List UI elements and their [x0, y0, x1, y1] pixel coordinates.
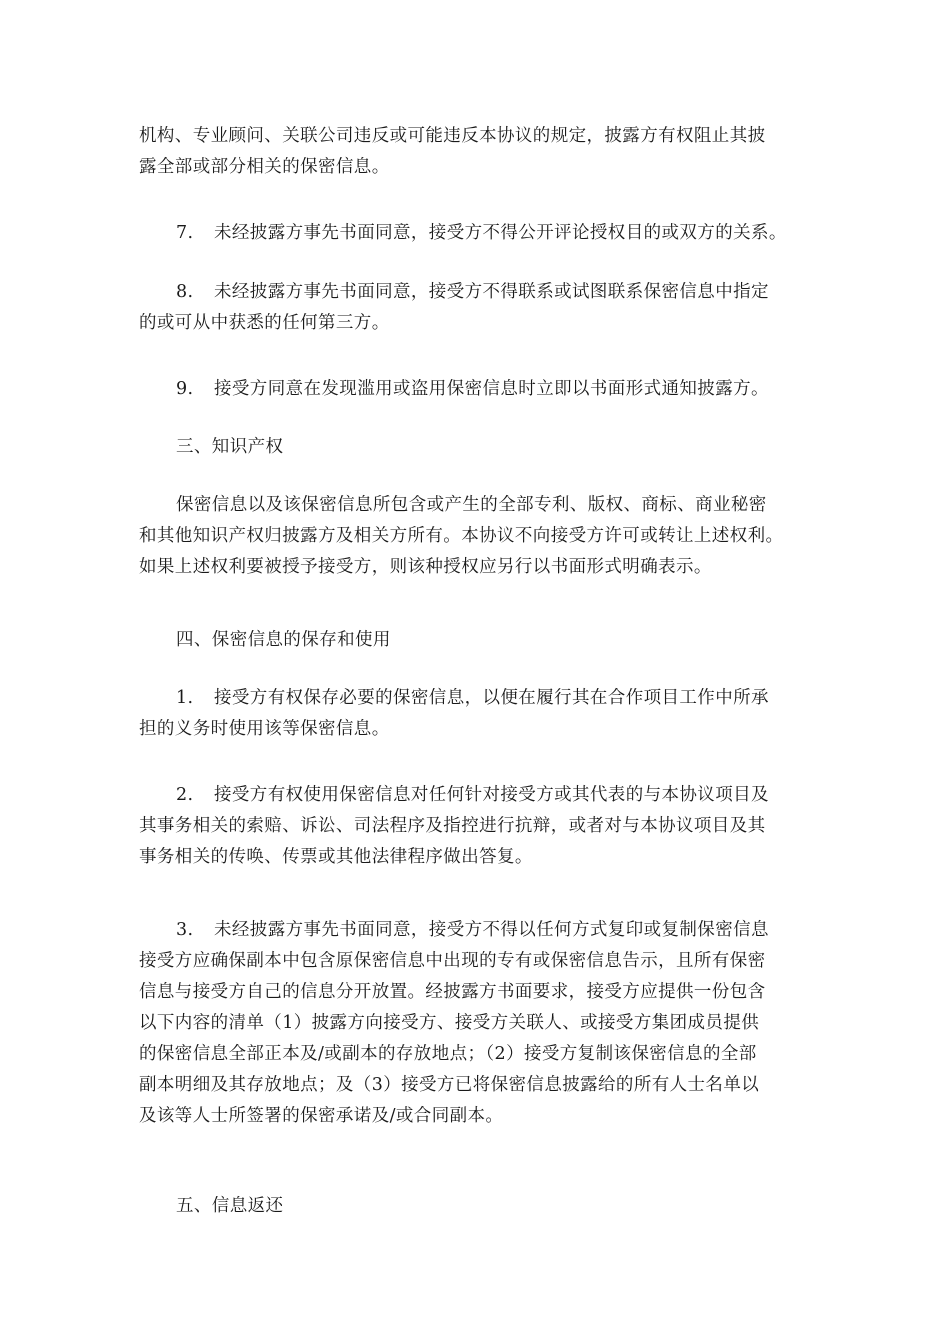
paragraph-ip — [139, 490, 829, 583]
clause-number: 9. — [176, 379, 194, 399]
text-line: 接受方有权保存必要的保密信息，以便在履行其在合作项目工作中所承 — [214, 688, 769, 708]
text-line: 的或可从中获悉的任何第三方。 — [139, 313, 390, 333]
section-heading: 四、保密信息的保存和使用 — [176, 630, 391, 650]
clause-number: 1. — [176, 688, 194, 708]
clause-2 — [139, 780, 829, 873]
text-line: 接受方同意在发现滥用或盗用保密信息时立即以书面形式通知披露方。 — [214, 379, 769, 399]
text-line: 接受方有权使用保密信息对任何针对接受方或其代表的与本协议项目及 — [214, 785, 769, 805]
text-line: 其事务相关的索赔、诉讼、司法程序及指控进行抗辩，或者对与本协议项目及其 — [139, 816, 766, 836]
section-heading-return — [139, 1191, 829, 1222]
text-line: 事务相关的传唤、传票或其他法律程序做出答复。 — [139, 847, 533, 867]
text-line: 及该等人士所签署的保密承诺及/或合同副本。 — [139, 1106, 504, 1126]
text-line: 如果上述权利要被授予接受方，则该种授权应另行以书面形式明确表示。 — [139, 557, 712, 577]
clause-1 — [139, 683, 829, 745]
text-line: 和其他知识产权归披露方及相关方所有。本协议不向接受方许可或转让上述权利。 — [139, 526, 784, 546]
section-heading: 三、知识产权 — [176, 437, 284, 457]
paragraph-continuation — [139, 121, 829, 183]
text-line: 接受方应确保副本中包含原保密信息中出现的专有或保密信息告示，且所有保密 — [139, 951, 766, 971]
clause-number: 3. — [176, 920, 194, 940]
text-line: 未经披露方事先书面同意，接受方不得联系或试图联系保密信息中指定 — [214, 282, 769, 302]
text-line: 机构、专业顾问、关联公司违反或可能违反本协议的规定，披露方有权阻止其披 — [139, 126, 766, 146]
text-line: 以下内容的清单（1）披露方向接受方、接受方关联人、或接受方集团成员提供 — [139, 1013, 760, 1033]
text-line: 担的义务时使用该等保密信息。 — [139, 719, 390, 739]
section-heading-storage — [139, 625, 829, 656]
section-heading-ip — [139, 432, 829, 463]
text-line: 信息与接受方自己的信息分开放置。经披露方书面要求，接受方应提供一份包含 — [139, 982, 766, 1002]
text-line: 未经披露方事先书面同意，接受方不得公开评论授权目的或双方的关系。 — [214, 223, 787, 243]
clause-8 — [139, 277, 829, 339]
clause-3 — [139, 915, 829, 1132]
text-line: 副本明细及其存放地点；及（3）接受方已将保密信息披露给的所有人士名单以 — [139, 1075, 760, 1095]
text-line: 的保密信息全部正本及/或副本的存放地点；（2）接受方复制该保密信息的全部 — [139, 1044, 757, 1064]
clause-number: 8. — [176, 282, 194, 302]
section-heading: 五、信息返还 — [176, 1196, 284, 1216]
clause-number: 7. — [176, 223, 194, 243]
clause-number: 2. — [176, 785, 194, 805]
clause-7 — [139, 218, 829, 249]
text-line: 露全部或部分相关的保密信息。 — [139, 157, 390, 177]
text-line: 保密信息以及该保密信息所包含或产生的全部专利、版权、商标、商业秘密 — [176, 495, 767, 515]
clause-9 — [139, 374, 829, 405]
text-line: 未经披露方事先书面同意，接受方不得以任何方式复印或复制保密信息 — [214, 920, 769, 940]
